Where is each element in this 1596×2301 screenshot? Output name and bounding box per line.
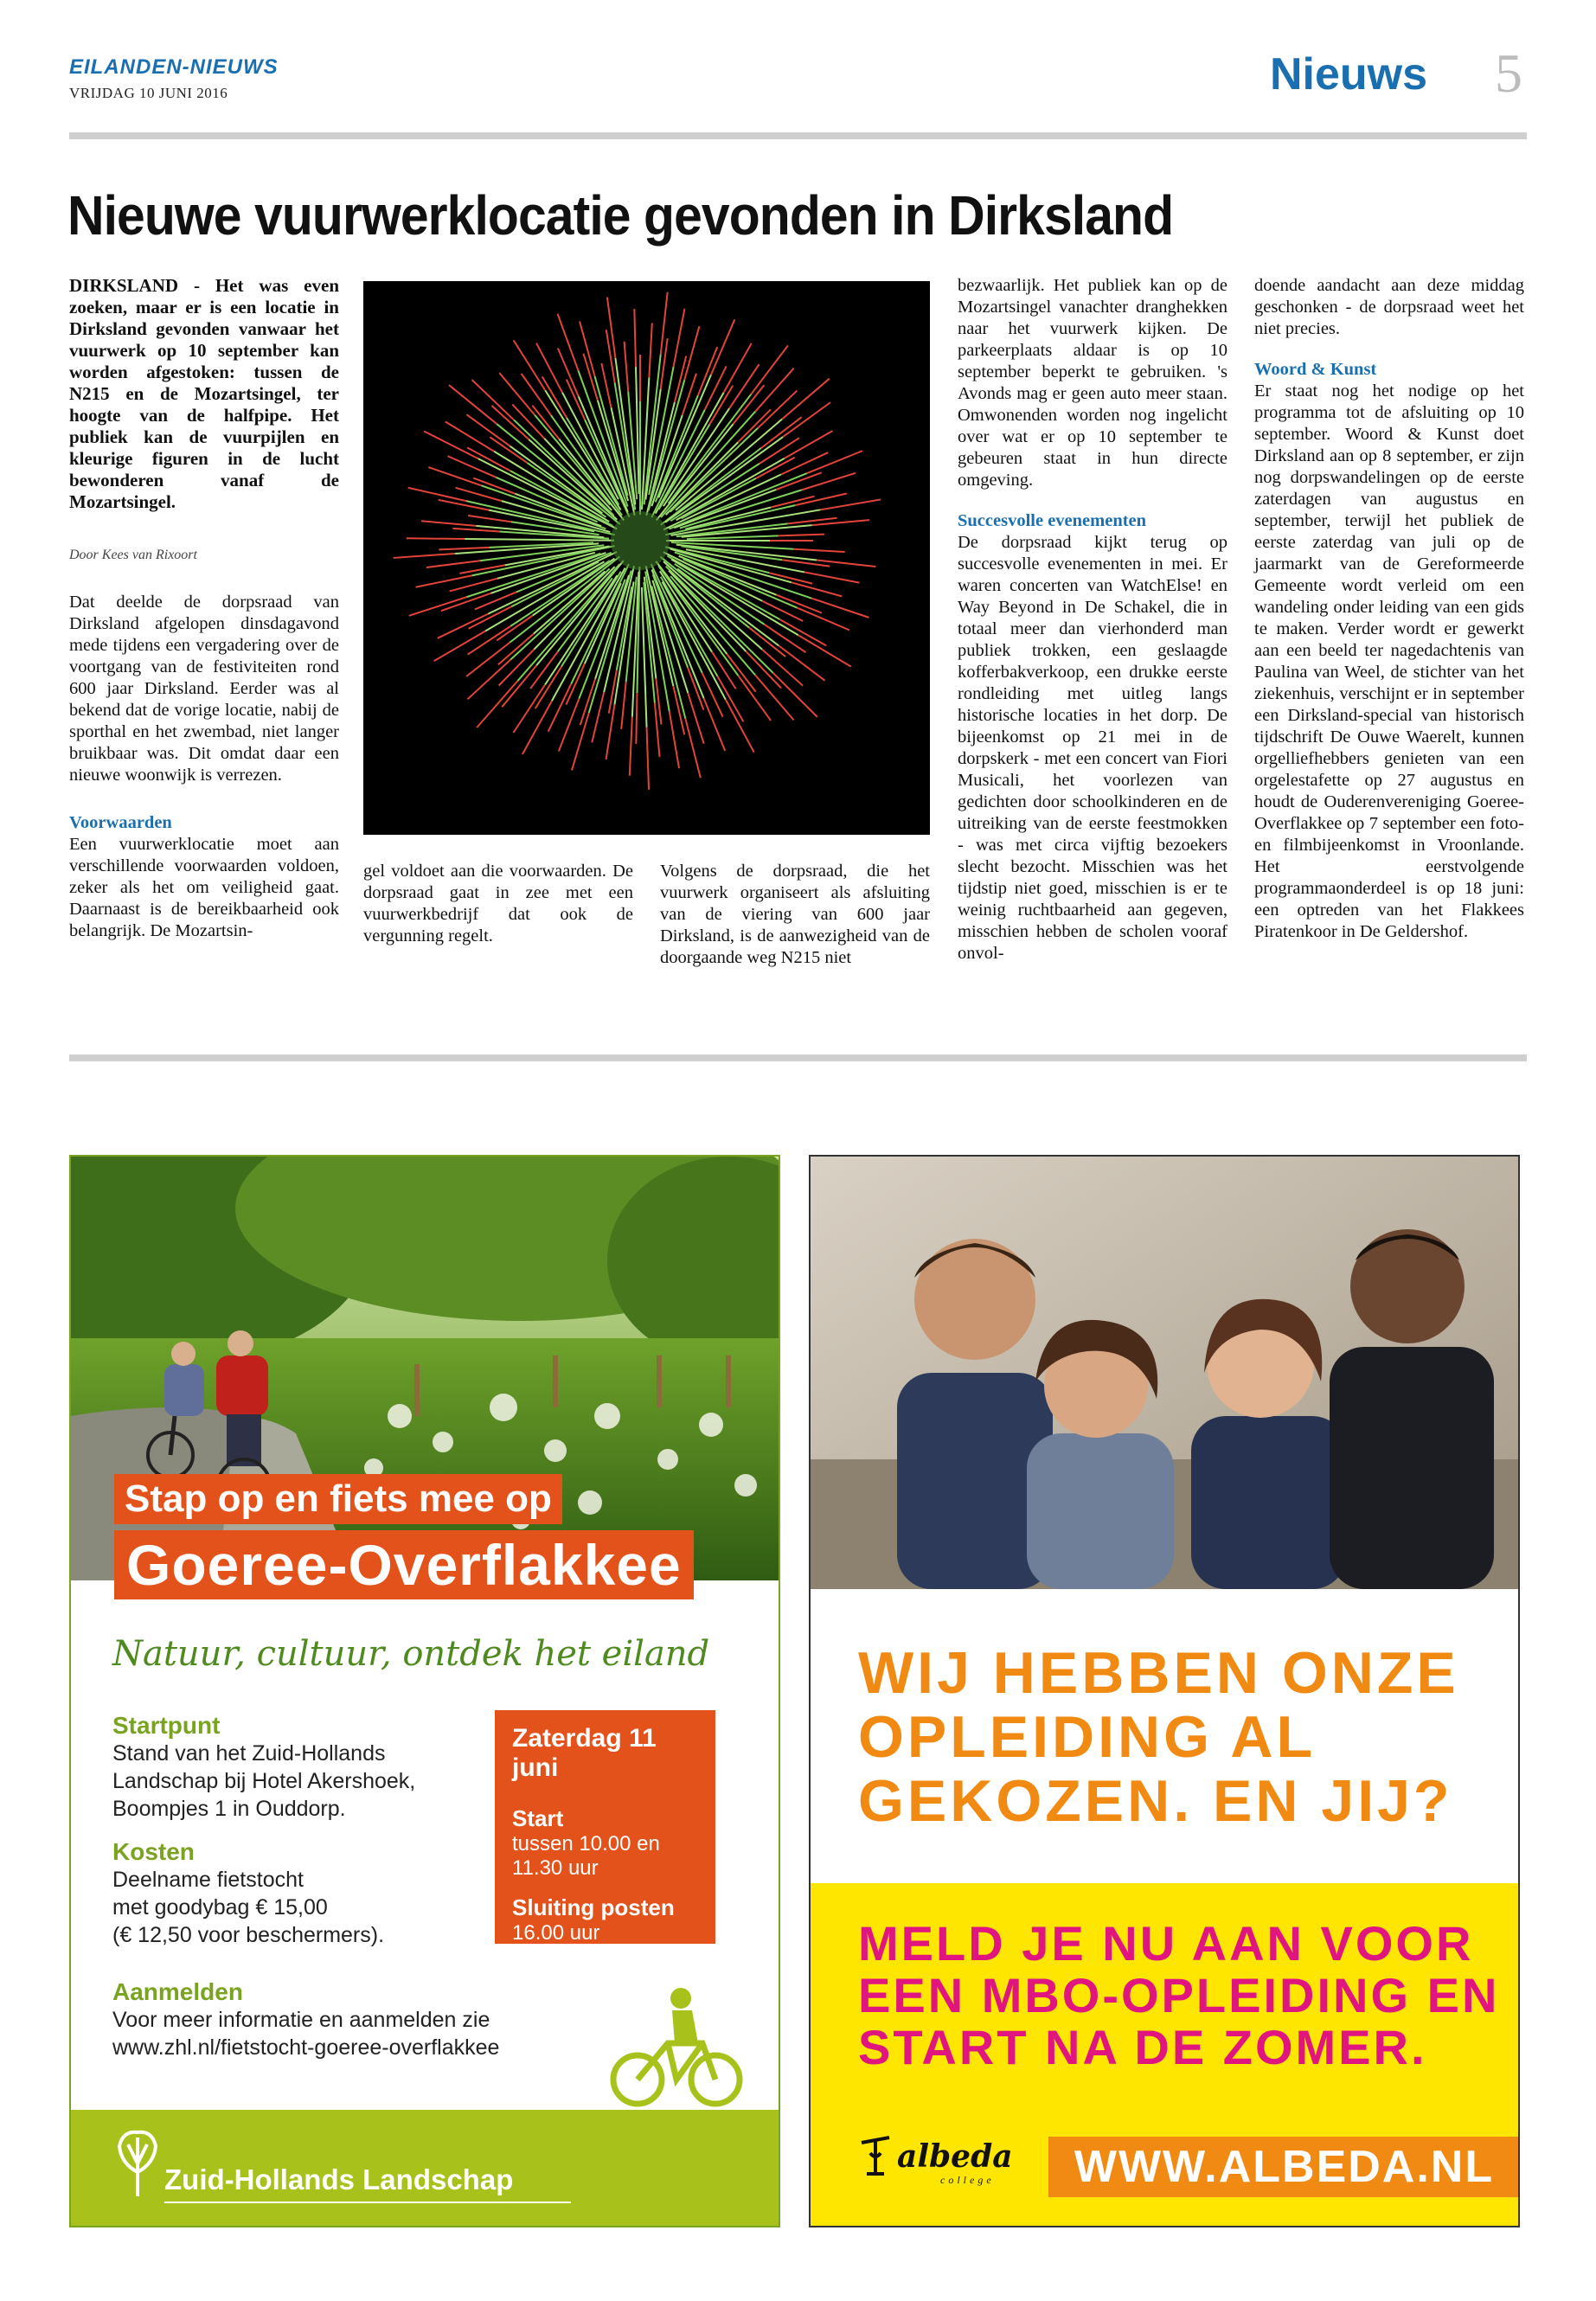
firework-tip (607, 298, 616, 358)
subheading-voorwaarden: Voorwaarden (69, 813, 172, 832)
firework-tip (636, 693, 637, 744)
zhl-logo-text: Zuid-Hollands Landschap (164, 2163, 514, 2195)
tagline-small: Stap op en fiets mee op (114, 1474, 562, 1524)
firework-tip (625, 342, 629, 392)
firework-tip (797, 608, 849, 631)
firework-tip (609, 670, 617, 714)
article-paragraph: Dat deelde de dorpsraad van Dirksland afgelopen dinsdagavond mede tijdens een vergadering over de voortgang van de festiviteiten rond 600 jaar Dirksland. Eerder was al bekend dat de vorige locatie, nabij de sporthal en het zwembad, niet langer bruikbaar was. Dit omdat daar een nieuwe woonwijk is verrezen. (69, 593, 339, 785)
cost-text-2: met goodybag € 15,00 (112, 1895, 328, 1920)
firework-core (611, 511, 670, 570)
firework-tip (394, 554, 455, 558)
firework-streak (669, 473, 806, 529)
firework-tip (606, 705, 615, 760)
firework-streak (687, 535, 779, 539)
signup-heading: Aanmelden (112, 1978, 243, 2005)
masthead: EILANDEN-NIEUWS (69, 55, 279, 79)
albeda-logo-text: albeda (897, 2138, 1013, 2175)
article-headline: Nieuwe vuurwerklocatie gevonden in Dirksland (67, 184, 1174, 247)
zhl-footer-bar (71, 2110, 779, 2226)
ad-script-slogan: Natuur, cultuur, ontdek het eiland (112, 1634, 710, 1674)
subheading-succesvolle-evenementen: Succesvolle evenementen (958, 511, 1147, 530)
albeda-website-link[interactable]: WWW.ALBEDA.NL (1048, 2137, 1520, 2197)
firework-illustration (363, 281, 930, 835)
firework-tip (409, 597, 467, 616)
firework-tip (426, 561, 480, 567)
firework-tip (776, 472, 821, 490)
firework-tip (674, 309, 685, 367)
cost-heading: Kosten (112, 1838, 195, 1865)
firework-tip (779, 645, 824, 680)
firework-tip (647, 727, 650, 790)
firework-tip (559, 699, 580, 752)
firework-tip (802, 473, 856, 490)
albeda-headline (858, 1641, 1459, 1833)
firework-tip (567, 380, 585, 420)
headline-line-2: OPLEIDING AL (858, 1704, 1317, 1770)
start-value: tussen 10.00 en 11.30 uur (512, 1832, 660, 1880)
start-heading: Startpunt (112, 1712, 221, 1739)
firework-tip (548, 684, 572, 732)
firework-tip (820, 499, 880, 510)
firework-tip (738, 676, 771, 721)
signup-link[interactable]: www.zhl.nl/fietstocht-goeree-overflakkee (112, 2035, 500, 2060)
logo-underline (164, 2202, 571, 2203)
firework-tip (779, 619, 826, 645)
firework-tip (522, 701, 552, 754)
firework-tip (804, 572, 859, 582)
article-column-2 (363, 861, 633, 947)
firework-tip (776, 595, 821, 613)
firework-streak (651, 586, 685, 718)
promo-line-1: MELD JE NU AAN VOOR (858, 1916, 1474, 1971)
start-label: Start (512, 1805, 564, 1831)
firework-tip (811, 599, 869, 618)
article-byline: Door Kees van Rixoort (69, 548, 197, 562)
firework-tip (812, 520, 869, 525)
firework-tip (783, 402, 830, 437)
students-illustration (811, 1157, 1518, 1589)
firework-streak (636, 367, 639, 494)
albeda-promo (858, 1918, 1499, 2073)
firework-tip (428, 467, 481, 485)
firework-tip (407, 538, 465, 539)
event-date: Zaterdag 11 juni (512, 1724, 657, 1782)
article-paragraph: Er staat nog het nodige op het programma tot de afsluiting op 10 september. Woord & Kunst doet Dirksland aan op 8 september, er zijn nog dorpswandelingen op de eerste zaterdagen van augustus en september, terwijl het publiek de eerste zaterdag van juli op de jaarmarkt van de Gereformeerde Gemeente wordt verleid om een wandeling onder leiding van een gids te maken. Verder wordt er gewerkt aan een beeld ter nagedachtenis van Paulina van Weel, de stichter van het ziekenhuis, verschijnt er in september een Dirksland-special van historisch tijdschrift De Ouwe Waerelt, kunnen orgelliefhebbers genieten van een orgelestafette op 27 augustus en houdt de Ouderenvereniging Goeree-Overflakkee op 7 september een foto- en filmbijeenkomst in Vroonlande. Het eerstvolgende programmaonderdeel is op 18 juni: een optreden van het Flakkees Piratenkoor in De Geldershof. (1254, 381, 1524, 941)
start-text: Stand van het Zuid-Hollands Landschap bij Hotel Akershoek, Boompjes 1 in Ouddorp. (112, 1741, 416, 1821)
firework-tip (592, 692, 604, 742)
firework-tip (655, 702, 660, 756)
middle-divider (69, 1054, 1527, 1061)
firework-tip (472, 380, 515, 420)
article-paragraph: De dorpsraad kijkt terug op succesvolle evenementen in mei. Er waren concerten van WatchElse! en Way Beyond in De Schakel, die in totaal meer dan vierhonderd man publiek trokken, een geslaagde kofferbakverkoop, een drukke eerste rondleiding met uitleg langs historische locaties in het dorp. De bijeenkomst op 21 mei in de dorpskerk - met een concert van Fiori Musicali, het voorlezen van gedichten door schoolkinderen en de uitreiking van de eerste feestmokken - was met circa vijftig bezoekers slecht bezocht. Misschien was het tijdstip niet goed, misschien is er te weinig ruchtbaarheid aan gegeven, misschien hebben de scholen vooraf onvol- (958, 533, 1227, 963)
firework-tip (798, 635, 851, 666)
headline-line-1: WIJ HEBBEN ONZE (858, 1640, 1459, 1706)
article-paragraph: Volgens de dorpsraad, die het vuurwerk organiseert als afsluiting van de viering van 600 jaar Dirksland, is de aanwezigheid van de doorgaande weg N215 niet (660, 862, 930, 967)
firework-tip (408, 488, 466, 501)
article-paragraph: gel voldoet aan die voorwaarden. De dorpsraad gaat in zee met een vuurwerkbedrijf dat ook de vergunning regelt. (363, 862, 633, 945)
firework-tip (634, 309, 636, 367)
signup-block (112, 1978, 597, 2061)
firework-tip (468, 626, 511, 655)
firework-tip (416, 575, 472, 586)
firework-tip (542, 376, 567, 417)
tree-logo-icon (114, 2129, 161, 2198)
students-photo (811, 1157, 1518, 1589)
tagline-large: Goeree-Overflakkee (114, 1530, 694, 1599)
firework-tip (513, 684, 545, 732)
firework-tip (490, 437, 527, 463)
article-column-1 (69, 275, 339, 942)
bicycle-icon (607, 1983, 746, 2112)
signup-text: Voor meer informatie en aanmelden zie (112, 2008, 490, 2032)
advertisement-albeda[interactable] (809, 1155, 1520, 2227)
article-column-4 (958, 275, 1227, 965)
firework-burst (394, 292, 881, 790)
headline-line-3: GEKOZEN. EN JIJ? (858, 1768, 1453, 1834)
firework-tip (711, 319, 734, 375)
albeda-logo-icon (858, 2134, 893, 2179)
firework-tip (698, 347, 717, 395)
firework-streak (671, 560, 798, 636)
article-paragraph: doende aandacht aan deze middag geschonken - de dorpsraad weet het niet precies. (1254, 276, 1524, 338)
firework-tip (760, 438, 799, 464)
close-value: 16.00 uur (512, 1921, 600, 1945)
ad-details (112, 1712, 476, 1949)
albeda-yellow-panel (811, 1883, 1518, 2227)
firework-tip (452, 529, 499, 532)
cost-text-1: Deelname fietstocht (112, 1868, 304, 1892)
article-column-5 (1254, 275, 1524, 943)
firework-photo (363, 281, 930, 835)
firework-tip (649, 323, 651, 377)
firework-tip (535, 667, 561, 709)
firework-tip (572, 713, 589, 770)
firework-tip (756, 458, 795, 478)
page-number: 5 (1495, 42, 1522, 104)
firework-tip (558, 314, 579, 371)
firework-tip (468, 516, 511, 522)
section-title: Nieuws (1269, 49, 1427, 99)
event-info-box (495, 1710, 715, 1944)
firework-tip (751, 345, 788, 394)
advertisement-bike-tour[interactable] (69, 1155, 780, 2227)
firework-tip (424, 431, 478, 458)
subheading-woord-en-kunst: Woord & Kunst (1254, 360, 1377, 379)
firework-tip (704, 698, 726, 751)
student-2 (1027, 1320, 1174, 1589)
firework-tip (601, 363, 611, 407)
firework-tip (726, 700, 754, 753)
firework-tip (724, 343, 752, 393)
firework-tip (621, 682, 625, 728)
article-paragraph: Een vuurwerklocatie moet aan verschillende voorwaarden voldoen, zeker als het om veiligheid gaat. Daarnaast is de bereikbaarheid ook belangrijk. De Mozartsin- (69, 835, 339, 940)
firework-tip (807, 451, 862, 473)
promo-line-2: EEN MBO-OPLEIDING EN (858, 1968, 1500, 2022)
firework-tip (688, 668, 703, 710)
firework-tip (421, 521, 476, 526)
firework-tip (630, 717, 632, 776)
article-column-3 (660, 861, 930, 969)
firework-tip (793, 549, 844, 552)
firework-tip (477, 681, 517, 727)
cost-text-3: (€ 12,50 voor beschermers). (112, 1923, 385, 1947)
issue-date: VRIJDAG 10 JUNI 2016 (69, 85, 228, 101)
firework-tip (684, 326, 699, 380)
article-lead: DIRKSLAND - Het was even zoeken, maar er is een locatie in Dirksland gevonden vanwaar het vuurwerk op 10 september kan worden afgestoken: tussen de N215 en de Mozartsingel, ter hoogte van de halfpipe. Het publiek kan de vuurpijlen en kleurige figuren in de lucht bewonderen vanaf de Mozartsingel. (69, 275, 339, 512)
firework-tip (670, 711, 679, 768)
firework-tip (779, 535, 824, 536)
firework-tip (473, 478, 515, 494)
firework-tip (439, 548, 489, 550)
close-label: Sluiting posten (512, 1894, 675, 1920)
promo-line-3: START NA DE ZOMER. (858, 2020, 1427, 2074)
firework-tip (729, 364, 759, 408)
firework-tip (445, 421, 494, 451)
article-paragraph: bezwaarlijk. Het publiek kan op de Mozartsingel vanachter dranghekken naar het vuurwerk kijken. De parkeerplaats aldaar is op 10 september beperkt te gebruiken. 's Avonds mag er geen auto meer staan. Omwonenden worden nog ingelicht over wat er op 10 september te gebeuren staat in hun directe omgeving. (958, 276, 1227, 490)
albeda-logo-subtext: college (940, 2174, 995, 2186)
firework-tip (514, 340, 546, 390)
firework-streak (465, 539, 614, 541)
firework-tip (469, 606, 512, 628)
top-divider (69, 132, 1527, 139)
